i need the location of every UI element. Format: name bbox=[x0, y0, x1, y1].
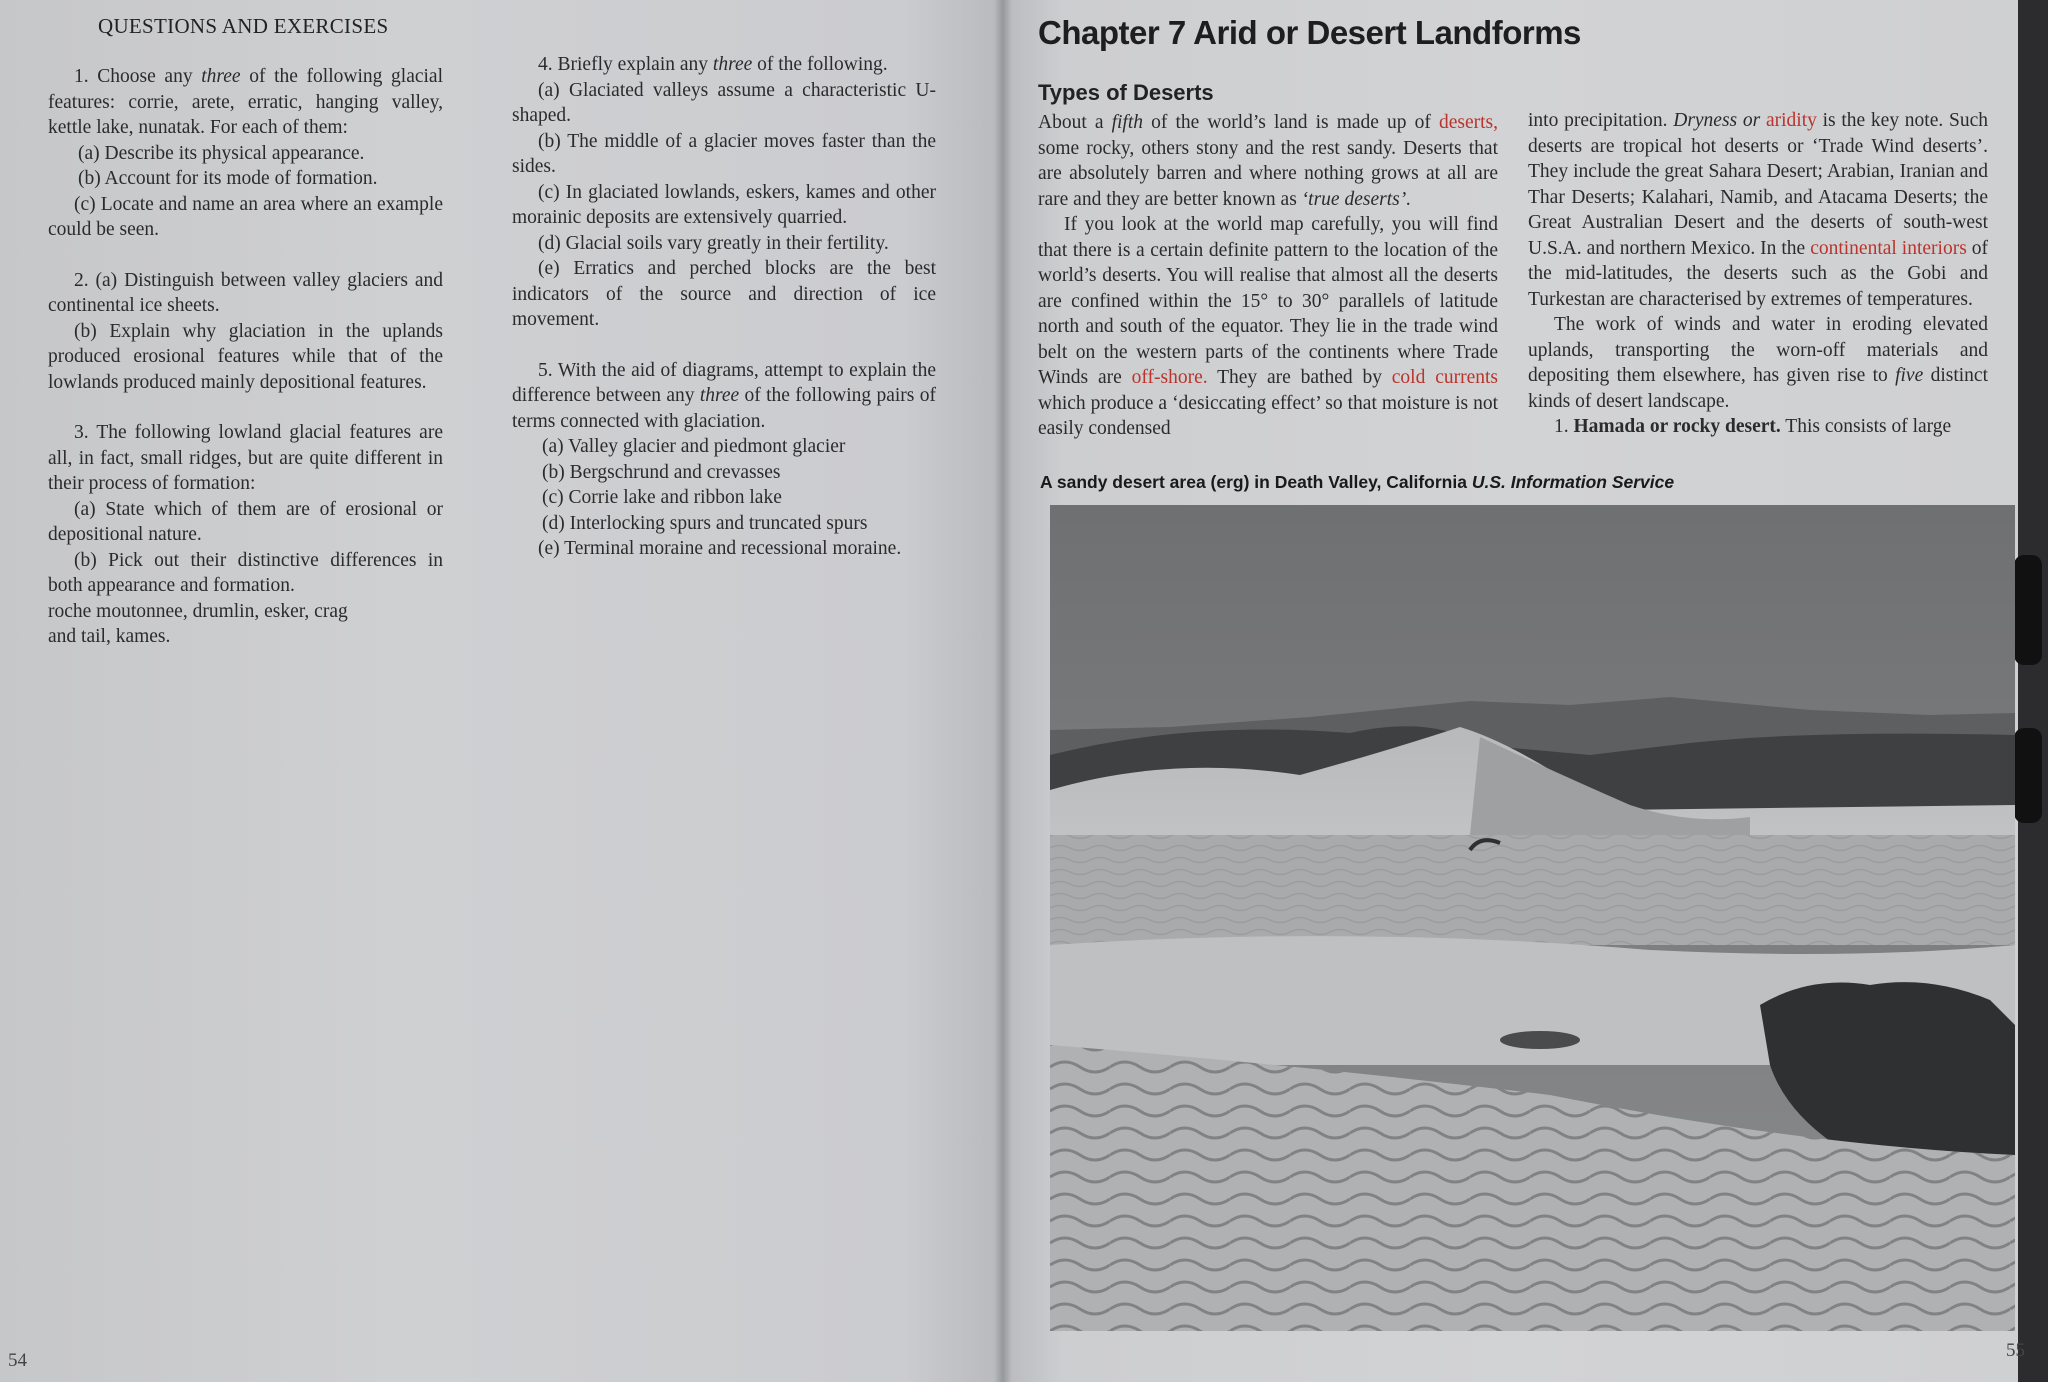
page-number-right: 55 bbox=[2006, 1340, 2025, 1361]
binder-clip-top bbox=[2014, 555, 2042, 665]
question-1-intro: 1. Choose any three of the following glacial features: corrie, arete, erratic, hanging valley, kettle lake, nunatak. For each of them: bbox=[48, 66, 443, 138]
question-4e: (e) Erratics and perched blocks are the best indicators of the source and direction of ice movement. bbox=[512, 258, 936, 330]
binder-clip-bottom bbox=[2014, 728, 2042, 823]
question-3-terms-line2: and tail, kames. bbox=[48, 626, 171, 647]
paragraph-deserts-intro: About a fifth of the world’s land is made up of deserts, some rocky, others stony and the rest sandy. Deserts that are absolutely barren and where nothing grows at all are rare and they are better known as ‘true deserts’. bbox=[1038, 112, 1498, 210]
paragraph-hamada: 1. Hamada or rocky desert. This consists of large bbox=[1554, 416, 1952, 437]
section-title: Types of Deserts bbox=[1038, 80, 1214, 105]
question-4-intro: 4. Briefly explain any three of the following. bbox=[538, 54, 888, 75]
question-3-terms-line1: roche moutonnee, drumlin, esker, crag bbox=[48, 600, 348, 622]
question-4d: (d) Glacial soils vary greatly in their fertility. bbox=[538, 232, 889, 254]
question-4b: (b) The middle of a glacier moves faster than the sides. bbox=[512, 130, 936, 177]
page-number-left: 54 bbox=[8, 1350, 27, 1371]
chapter-title: Chapter 7 Arid or Desert Landforms bbox=[1038, 14, 1581, 51]
paragraph-desert-pattern: If you look at the world map carefully, you will find that there is a certain definite pattern to the location of the world’s deserts. You will realise that almost all the deserts are confined within the 15° to 30° parallels of latitude north and south of the equator. They lie in the trade wind belt on the western parts of the continents where Trade Winds are off-shore. They are bathed by cold currents which produce a ‘desiccating effect’ so that moisture is not easily condensed bbox=[1038, 214, 1498, 439]
question-1c: (c) Locate and name an area where an example could be seen. bbox=[48, 193, 443, 240]
photo-caption: A sandy desert area (erg) in Death Valley, California U.S. Information Service bbox=[1040, 472, 1675, 492]
paragraph-trade-wind-deserts: into precipitation. Dryness or aridity is the key note. Such deserts are tropical hot deserts or ‘Trade Wind deserts’. They include the great Sahara Desert; Arabian, Iranian and Thar Deserts; Kalahari, Namib, and Atacama Deserts; the Great Australian Desert and the deserts of south-west U.S.A. and northern Mexico. In the continental interiors of the mid-latitudes, the deserts such as the Gobi and Turkestan are characterised by extremes of temperatures. bbox=[1528, 110, 1988, 310]
question-4c: (c) In glaciated lowlands, eskers, kames and other morainic deposits are extensively quarried. bbox=[512, 181, 936, 228]
question-4a: (a) Glaciated valleys assume a characteristic U-shaped. bbox=[512, 79, 936, 126]
questions-column-2 bbox=[512, 52, 936, 562]
question-5a: (a) Valley glacier and piedmont glacier bbox=[542, 436, 846, 457]
question-2a: 2. (a) Distinguish between valley glaciers and continental ice sheets. bbox=[48, 269, 443, 316]
question-3b: (b) Pick out their distinctive differences in both appearance and formation. bbox=[48, 549, 443, 596]
book-gutter bbox=[994, 0, 1012, 1382]
question-5-intro: 5. With the aid of diagrams, attempt to explain the difference between any three of the following pairs of terms connected with glaciation. bbox=[512, 359, 936, 432]
body-column-1 bbox=[1038, 110, 1498, 442]
question-2b: (b) Explain why glaciation in the uplands produced erosional features while that of the lowlands produced mainly depositional features. bbox=[48, 320, 443, 393]
questions-column-1 bbox=[48, 64, 443, 650]
desert-photo bbox=[1050, 505, 2015, 1331]
question-5b: (b) Bergschrund and crevasses bbox=[542, 461, 781, 483]
question-5e: (e) Terminal moraine and recessional moraine. bbox=[538, 538, 902, 559]
body-column-2 bbox=[1528, 108, 1988, 440]
question-5d: (d) Interlocking spurs and truncated spurs bbox=[542, 512, 868, 534]
question-3a: (a) State which of them are of erosional or depositional nature. bbox=[48, 498, 443, 545]
question-5c: (c) Corrie lake and ribbon lake bbox=[542, 487, 782, 508]
question-3-intro: 3. The following lowland glacial features are all, in fact, small ridges, but are quite different in their process of formation: bbox=[48, 422, 443, 494]
paragraph-wind-water-work: The work of winds and water in eroding elevated uplands, transporting the worn-off materials and depositing them elsewhere, has given rise to five distinct kinds of desert landscape. bbox=[1528, 314, 1988, 412]
questions-heading: QUESTIONS AND EXERCISES bbox=[98, 14, 389, 38]
question-1a: (a) Describe its physical appearance. bbox=[78, 142, 365, 164]
question-1b: (b) Account for its mode of formation. bbox=[78, 168, 378, 189]
